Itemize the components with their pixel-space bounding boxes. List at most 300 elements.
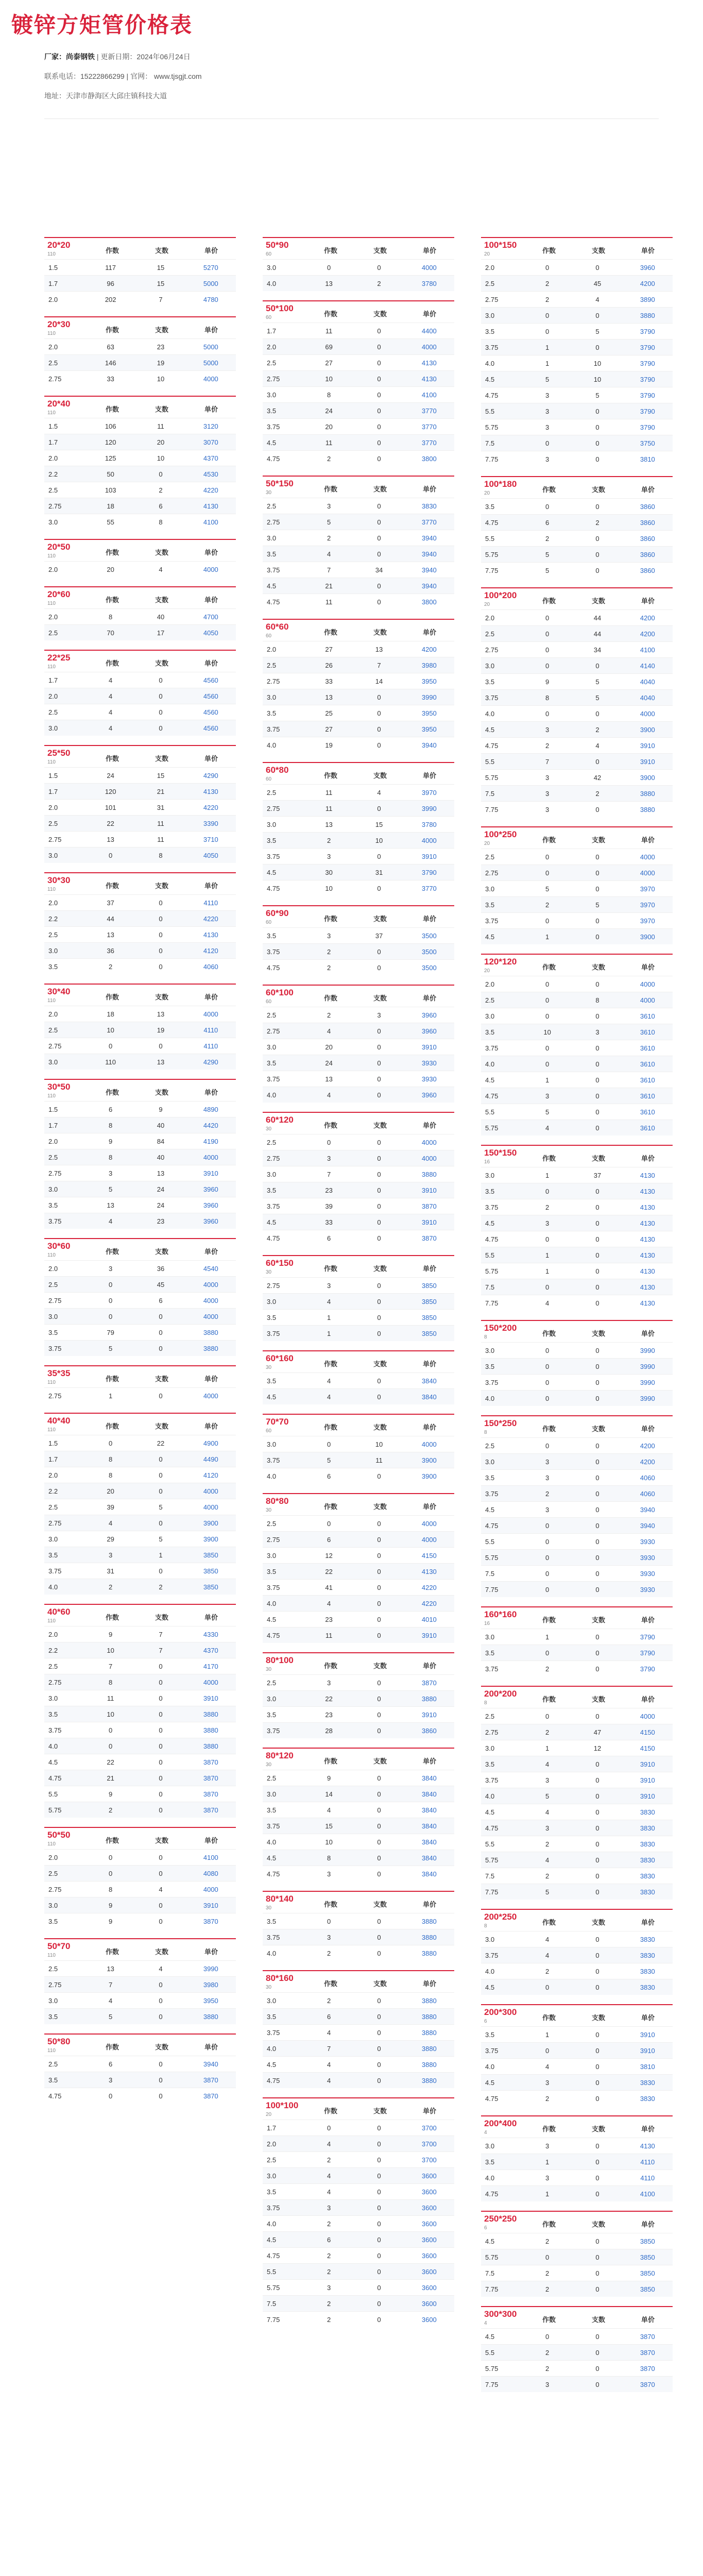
count-cell: 0 xyxy=(159,2076,163,2084)
table-row xyxy=(263,594,454,609)
count-cell: 0 xyxy=(377,1806,381,1814)
price-cell: 3610 xyxy=(640,1012,655,1020)
thickness-cell: 3.75 xyxy=(267,725,280,733)
price-cell: 3880 xyxy=(203,1726,218,1734)
thickness-cell: 3.5 xyxy=(48,962,58,971)
count-cell: 4 xyxy=(327,1027,331,1035)
count-cell: 0 xyxy=(377,1996,381,2005)
count-cell: 0 xyxy=(545,1983,550,1991)
price-cell: 4040 xyxy=(640,693,655,702)
price-cell: 3870 xyxy=(203,2076,218,2084)
thickness-cell: 4.5 xyxy=(267,2235,277,2244)
spec-header xyxy=(481,2116,673,2138)
count-cell: 4 xyxy=(545,1760,550,1768)
count-cell: 6 xyxy=(109,2060,113,2068)
spec-name xyxy=(481,955,524,976)
table-row xyxy=(481,2328,673,2344)
column-header: 作数 xyxy=(323,1757,337,1765)
thickness-cell: 7.5 xyxy=(267,2299,277,2308)
table-row xyxy=(263,402,454,418)
count-cell: 0 xyxy=(109,1726,113,1734)
spec-name xyxy=(44,1605,88,1626)
thickness-cell: 4.5 xyxy=(485,2237,495,2245)
price-cell: 3910 xyxy=(203,1694,218,1702)
column-header: 支数 xyxy=(155,1422,168,1430)
table-row xyxy=(481,339,673,355)
count-cell: 4 xyxy=(109,1996,113,2005)
column-header: 支数 xyxy=(373,247,387,255)
count-cell: 37 xyxy=(593,1171,602,1179)
price-cell: 3950 xyxy=(421,725,437,733)
spec-header xyxy=(263,1749,454,1770)
count-cell: 0 xyxy=(545,1283,550,1291)
count-cell: 3 xyxy=(327,1679,331,1687)
thickness-cell: 3.5 xyxy=(485,1187,495,1195)
count-cell: 0 xyxy=(595,1505,599,1514)
price-cell: 3850 xyxy=(421,1281,437,1290)
column-header: 作数 xyxy=(542,247,556,255)
count-cell: 0 xyxy=(159,1487,163,1495)
spec-header xyxy=(481,2307,673,2328)
count-cell: 0 xyxy=(595,805,599,814)
count-cell: 11 xyxy=(325,598,333,606)
price-cell: 4560 xyxy=(203,692,218,700)
spec-header xyxy=(263,1971,454,1992)
count-cell: 0 xyxy=(377,884,381,892)
count-cell: 0 xyxy=(595,709,599,718)
spec-size: 80*120 xyxy=(266,1751,294,1760)
count-cell: 0 xyxy=(377,1854,381,1862)
price-cell: 3600 xyxy=(421,2172,437,2180)
table-row xyxy=(263,1372,454,1388)
count-cell: 0 xyxy=(595,1983,599,1991)
price-cell: 4060 xyxy=(640,1473,655,1482)
thickness-cell: 7.5 xyxy=(485,789,495,798)
price-cell: 4220 xyxy=(421,1583,437,1591)
count-cell: 2 xyxy=(545,2269,550,2277)
table-row xyxy=(481,1629,673,1645)
count-cell: 13 xyxy=(107,1201,114,1209)
thickness-cell: 2.5 xyxy=(48,486,58,494)
count-cell: 8 xyxy=(109,1121,113,1129)
spec-table xyxy=(481,1606,673,1676)
table-row xyxy=(44,1054,236,1070)
count-cell: 23 xyxy=(157,1217,165,1225)
column-header: 单价 xyxy=(641,2125,655,2133)
count-cell: 0 xyxy=(159,724,163,732)
count-cell: 0 xyxy=(377,2267,381,2276)
count-cell: 15 xyxy=(157,771,165,779)
price-cell: 3870 xyxy=(203,1917,218,1925)
thickness-cell: 7.5 xyxy=(485,1569,495,1578)
table-row xyxy=(44,370,236,386)
thickness-cell: 3.0 xyxy=(485,1012,495,1020)
count-cell: 4 xyxy=(327,2188,331,2196)
count-cell: 0 xyxy=(595,2078,599,2087)
count-cell: 79 xyxy=(107,1328,114,1336)
price-cell: 4130 xyxy=(203,930,218,939)
spec-sub: 60 xyxy=(266,999,272,1005)
thickness-cell: 3.0 xyxy=(267,391,277,399)
page-title: 镀锌方矩管价格表 xyxy=(11,13,193,37)
spec-header xyxy=(481,1146,673,1167)
count-cell: 8 xyxy=(109,1455,113,1463)
table-row xyxy=(481,1533,673,1549)
thickness-cell: 3.0 xyxy=(48,946,58,955)
column-header: 单价 xyxy=(204,882,218,890)
price-cell: 3860 xyxy=(640,502,655,511)
price-cell: 3800 xyxy=(421,454,437,463)
count-cell: 0 xyxy=(159,946,163,955)
spec-sub: 110 xyxy=(47,1252,56,1258)
count-cell: 2 xyxy=(377,279,381,287)
column-header: 单价 xyxy=(422,1122,436,1129)
table-row xyxy=(263,323,454,338)
thickness-cell: 2.0 xyxy=(48,1471,58,1479)
table-row xyxy=(44,450,236,466)
count-cell: 8 xyxy=(595,996,599,1004)
count-cell: 1 xyxy=(545,359,550,367)
price-cell: 4400 xyxy=(421,327,437,335)
count-cell: 21 xyxy=(325,582,333,590)
count-cell: 23 xyxy=(325,1186,333,1194)
table-row xyxy=(481,2360,673,2376)
spec-rows xyxy=(481,976,673,1136)
spec-sub: 110 xyxy=(47,1427,56,1433)
count-cell: 8 xyxy=(109,613,113,621)
price-cell: 4000 xyxy=(421,1138,437,1146)
table-row xyxy=(481,2154,673,2170)
spec-name xyxy=(44,1239,88,1260)
column-header: 支数 xyxy=(591,597,605,605)
thickness-cell: 2.0 xyxy=(48,803,58,811)
count-cell: 0 xyxy=(377,1679,381,1687)
price-cell: 3850 xyxy=(421,1297,437,1306)
spec-rows xyxy=(481,259,673,467)
count-cell: 2 xyxy=(159,486,163,494)
table-row xyxy=(481,435,673,451)
contact-line xyxy=(44,71,202,81)
phone-number[interactable]: 15222866299 xyxy=(80,72,125,80)
price-cell: 3910 xyxy=(421,1710,437,1719)
count-cell: 0 xyxy=(545,1649,550,1657)
price-cell: 4110 xyxy=(640,2174,655,2182)
spec-table xyxy=(481,587,673,817)
table-row xyxy=(44,704,236,720)
table-row xyxy=(263,2231,454,2247)
count-cell: 0 xyxy=(595,2046,599,2055)
column-header: 作数 xyxy=(323,994,337,1002)
spec-sub: 20 xyxy=(484,251,490,257)
price-cell: 3830 xyxy=(640,1983,655,1991)
price-cell: 3870 xyxy=(640,2348,655,2357)
count-cell: 0 xyxy=(377,1599,381,1607)
spec-name xyxy=(44,238,88,259)
column-header: 单价 xyxy=(422,1980,436,1988)
count-cell: 0 xyxy=(159,962,163,971)
count-cell: 3 xyxy=(545,391,550,399)
table-row xyxy=(481,1469,673,1485)
spec-rows xyxy=(263,323,454,466)
column-header: 作数 xyxy=(105,1375,119,1383)
count-cell: 36 xyxy=(107,946,114,955)
column-header: 作数 xyxy=(105,405,119,413)
spec-header xyxy=(263,763,454,784)
price-cell: 3810 xyxy=(640,2062,655,2071)
spec-name xyxy=(263,1971,306,1992)
count-cell: 0 xyxy=(159,2060,163,2068)
count-cell: 0 xyxy=(545,630,550,638)
count-cell: 23 xyxy=(157,343,165,351)
table-row xyxy=(263,514,454,530)
table-row xyxy=(481,2281,673,2297)
spec-rows xyxy=(263,927,454,975)
count-cell: 0 xyxy=(377,804,381,812)
price-cell: 3900 xyxy=(421,1456,437,1464)
spec-sub: 110 xyxy=(47,887,56,892)
spec-header xyxy=(481,1321,673,1342)
count-cell: 2 xyxy=(327,2267,331,2276)
count-cell: 8 xyxy=(327,391,331,399)
table-row xyxy=(44,894,236,910)
table-row xyxy=(481,514,673,530)
table-row xyxy=(263,1436,454,1452)
count-cell: 20 xyxy=(107,1487,114,1495)
thickness-cell: 3.5 xyxy=(48,1917,58,1925)
thickness-cell: 3.75 xyxy=(267,852,280,860)
column-header: 支数 xyxy=(155,1375,168,1383)
price-cell: 4190 xyxy=(203,1137,218,1145)
count-cell: 6 xyxy=(327,1535,331,1544)
column-header: 支数 xyxy=(155,1948,168,1956)
spec-sub: 16 xyxy=(484,1159,490,1165)
spec-rows xyxy=(481,1708,673,1900)
count-cell: 2 xyxy=(159,1583,163,1591)
column-header: 单价 xyxy=(641,836,655,844)
count-cell: 2 xyxy=(545,741,550,750)
count-cell: 9 xyxy=(109,1917,113,1925)
price-cell: 4000 xyxy=(640,996,655,1004)
price-cell: 3700 xyxy=(421,2156,437,2164)
count-cell: 0 xyxy=(545,1235,550,1243)
divider xyxy=(44,118,659,119)
thickness-cell: 4.0 xyxy=(485,359,495,367)
table-row xyxy=(481,1008,673,1024)
count-cell: 0 xyxy=(377,1281,381,1290)
count-cell: 103 xyxy=(105,486,116,494)
spec-name xyxy=(44,1414,88,1435)
price-cell: 3830 xyxy=(640,2078,655,2087)
thickness-cell: 5.75 xyxy=(485,1267,499,1275)
thickness-cell: 5.75 xyxy=(48,1806,62,1814)
count-cell: 0 xyxy=(377,1583,381,1591)
column-header: 作数 xyxy=(105,755,119,762)
count-cell: 18 xyxy=(107,1010,114,1018)
spec-size: 35*35 xyxy=(47,1368,71,1378)
count-cell: 2 xyxy=(545,534,550,543)
count-cell: 0 xyxy=(377,2156,381,2164)
count-cell: 0 xyxy=(545,1346,550,1354)
column-header: 作数 xyxy=(105,2043,119,2051)
thickness-cell: 3.0 xyxy=(48,1058,58,1066)
count-cell: 0 xyxy=(595,1092,599,1100)
thickness-cell: 3.5 xyxy=(485,901,495,909)
price-cell: 3830 xyxy=(640,1824,655,1832)
thickness-cell: 5.5 xyxy=(485,1537,495,1546)
count-cell: 110 xyxy=(105,1058,116,1066)
spec-name xyxy=(481,2005,524,2026)
price-cell: 4000 xyxy=(203,1153,218,1161)
count-cell: 2 xyxy=(545,2285,550,2293)
spec-table xyxy=(44,316,236,386)
count-cell: 21 xyxy=(107,1774,114,1782)
count-cell: 0 xyxy=(377,2028,381,2037)
table-row xyxy=(481,849,673,865)
count-cell: 0 xyxy=(595,1649,599,1657)
count-cell: 6 xyxy=(545,518,550,527)
price-cell: 3940 xyxy=(421,550,437,558)
column-header: 支数 xyxy=(155,596,168,604)
count-cell: 0 xyxy=(595,455,599,463)
count-cell: 0 xyxy=(159,1392,163,1400)
count-cell: 0 xyxy=(595,550,599,558)
spec-header xyxy=(263,301,454,323)
spec-size: 20*60 xyxy=(47,589,71,599)
count-cell: 2 xyxy=(327,2219,331,2228)
count-cell: 0 xyxy=(595,1012,599,1020)
spec-rows xyxy=(263,259,454,291)
count-cell: 2 xyxy=(545,2237,550,2245)
table-row xyxy=(44,1451,236,1467)
thickness-cell: 7.75 xyxy=(267,2315,280,2324)
count-cell: 0 xyxy=(595,2285,599,2293)
count-cell: 31 xyxy=(375,868,383,876)
thickness-cell: 3.0 xyxy=(485,1633,495,1641)
spec-size: 40*60 xyxy=(47,1607,71,1617)
thickness-cell: 7.5 xyxy=(485,1283,495,1291)
count-cell: 0 xyxy=(159,1758,163,1766)
table-row xyxy=(44,1340,236,1356)
column-header: 支数 xyxy=(373,994,387,1002)
count-cell: 3 xyxy=(377,1011,381,1019)
table-row xyxy=(481,625,673,641)
thickness-cell: 3.0 xyxy=(485,1935,495,1943)
count-cell: 0 xyxy=(595,1251,599,1259)
table-row xyxy=(263,1834,454,1850)
price-cell: 4100 xyxy=(421,391,437,399)
count-cell: 24 xyxy=(325,406,333,415)
table-row xyxy=(481,1724,673,1740)
table-row xyxy=(44,815,236,831)
price-cell: 3900 xyxy=(421,1472,437,1480)
count-cell: 0 xyxy=(595,1076,599,1084)
thickness-cell: 2.75 xyxy=(267,1535,280,1544)
price-cell: 4000 xyxy=(640,980,655,988)
table-row xyxy=(44,1786,236,1802)
count-cell: 12 xyxy=(593,1744,602,1752)
table-row xyxy=(44,2072,236,2088)
spec-header xyxy=(263,620,454,641)
price-cell: 3960 xyxy=(421,1011,437,1019)
spec-size: 50*90 xyxy=(266,240,289,250)
price-cell: 3840 xyxy=(421,1854,437,1862)
table-row xyxy=(481,1104,673,1120)
table-row xyxy=(481,1820,673,1836)
column-header: 作数 xyxy=(105,1614,119,1621)
count-cell: 101 xyxy=(105,803,116,811)
thickness-cell: 2.75 xyxy=(485,869,499,877)
count-cell: 84 xyxy=(157,1137,165,1145)
spec-name xyxy=(263,1653,306,1674)
price-cell: 3880 xyxy=(421,1694,437,1703)
price-cell: 3390 xyxy=(203,819,218,827)
spec-size: 50*100 xyxy=(266,303,294,313)
column-header: 支数 xyxy=(155,2043,168,2051)
column-header: 支数 xyxy=(155,755,168,762)
spec-size: 300*300 xyxy=(484,2309,517,2319)
count-cell: 12 xyxy=(325,1551,333,1560)
table-row xyxy=(481,896,673,912)
thickness-cell: 3.0 xyxy=(485,311,495,319)
spec-sub: 110 xyxy=(47,251,56,257)
table-row xyxy=(44,1499,236,1515)
price-cell: 3700 xyxy=(421,2140,437,2148)
count-cell: 0 xyxy=(545,1060,550,1068)
price-cell: 5000 xyxy=(203,343,218,351)
table-row xyxy=(44,608,236,624)
count-cell: 0 xyxy=(377,693,381,701)
count-cell: 3 xyxy=(545,773,550,782)
spec-name xyxy=(44,1366,88,1387)
thickness-cell: 5.5 xyxy=(485,1251,495,1259)
spec-sub: 6 xyxy=(484,2225,487,2231)
thickness-cell: 3.5 xyxy=(267,1377,277,1385)
price-cell: 3610 xyxy=(640,1108,655,1116)
price-cell: 4040 xyxy=(640,677,655,686)
thickness-cell: 2.2 xyxy=(48,914,58,923)
spec-name xyxy=(44,540,88,561)
count-cell: 0 xyxy=(595,1856,599,1864)
count-cell: 0 xyxy=(595,1060,599,1068)
count-cell: 117 xyxy=(105,263,116,272)
site-link[interactable]: www.tjsgjt.com xyxy=(153,72,202,80)
table-row xyxy=(263,1293,454,1309)
count-cell: 0 xyxy=(377,534,381,542)
thickness-cell: 3.75 xyxy=(485,1776,499,1784)
spec-sub: 4 xyxy=(484,2320,487,2326)
count-cell: 0 xyxy=(159,1710,163,1718)
table-row xyxy=(44,1706,236,1722)
count-cell: 0 xyxy=(595,1585,599,1594)
table-row xyxy=(481,2185,673,2201)
count-cell: 19 xyxy=(157,1026,165,1034)
price-cell: 3840 xyxy=(421,1806,437,1814)
column-header: 支数 xyxy=(155,247,168,255)
price-cell: 4130 xyxy=(640,1267,655,1275)
spec-rows xyxy=(44,608,236,640)
count-cell: 13 xyxy=(157,1169,165,1177)
column-header: 单价 xyxy=(641,486,655,494)
count-cell: 23 xyxy=(325,1615,333,1623)
spec-table xyxy=(481,1686,673,1900)
thickness-cell: 4.0 xyxy=(267,1838,277,1846)
count-cell: 0 xyxy=(159,1869,163,1877)
count-cell: 33 xyxy=(325,677,333,685)
spec-table xyxy=(44,1413,236,1595)
price-cell: 3830 xyxy=(640,1808,655,1816)
spec-name xyxy=(481,588,524,609)
thickness-cell: 5.5 xyxy=(267,2267,277,2276)
